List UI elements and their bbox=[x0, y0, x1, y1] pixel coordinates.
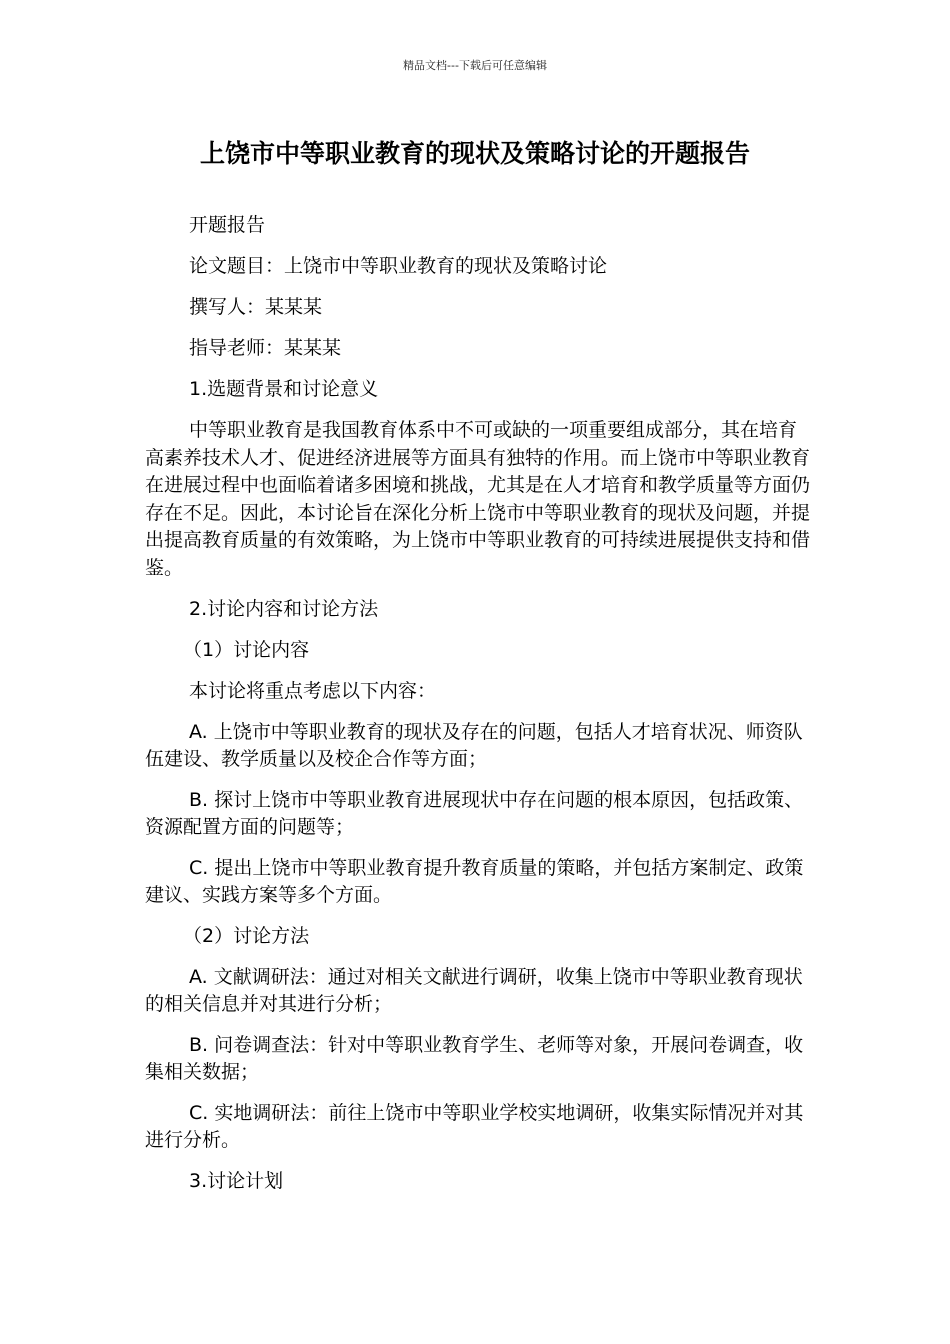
advisor-line: 指导老师：某某某 bbox=[189, 337, 342, 359]
thesis-title: 论文题目：上饶市中等职业教育的现状及策略讨论 bbox=[189, 255, 608, 277]
page-header: 精品文档---下载后可任意编辑 bbox=[403, 59, 547, 72]
author-line: 撰写人：某某某 bbox=[189, 296, 323, 318]
content-item-a: A. 上饶市中等职业教育的现状及存在的问题，包括人才培育状况、师资队伍建设、教学质量以及校企合作等方面； bbox=[145, 721, 803, 770]
method-subheading: （2）讨论方法 bbox=[183, 925, 310, 947]
content-item-b: B. 探讨上饶市中等职业教育进展现状中存在问题的根本原因，包括政策、资源配置方面的问题等； bbox=[145, 789, 804, 838]
section-3-heading: 3.讨论计划 bbox=[189, 1170, 284, 1192]
method-item-c: C. 实地调研法：前往上饶市中等职业学校实地调研，收集实际情况并对其进行分析。 bbox=[145, 1102, 804, 1151]
content-item-c: C. 提出上饶市中等职业教育提升教育质量的策略，并包括方案制定、政策建议、实践方案等多个方面。 bbox=[145, 857, 804, 906]
document-body bbox=[145, 212, 810, 1209]
section-1-heading: 1.选题背景和讨论意义 bbox=[189, 378, 379, 400]
section-2-heading: 2.讨论内容和讨论方法 bbox=[189, 598, 379, 620]
method-item-b: B. 问卷调查法：针对中等职业教育学生、老师等对象，开展问卷调查，收集相关数据； bbox=[145, 1034, 804, 1083]
section-1-paragraph: 中等职业教育是我国教育体系中不可或缺的一项重要组成部分，其在培育高素养技术人才、促进经济进展等方面具有独特的作用。而上饶市中等职业教育在进展过程中也面临着诸多困境和挑战，尤其是在人才培育和教学质量等方面仍存在不足。因此，本讨论旨在深化分析上饶市中等职业教育的现状及问题，并提出提高教育质量的有效策略，为上饶市中等职业教育的可持续进展提供支持和借鉴。 bbox=[145, 419, 811, 579]
method-item-a: A. 文献调研法：通过对相关文献进行调研，收集上饶市中等职业教育现状的相关信息并对其进行分析； bbox=[145, 966, 803, 1015]
document-title: 上饶市中等职业教育的现状及策略讨论的开题报告 bbox=[199, 139, 750, 168]
content-intro: 本讨论将重点考虑以下内容： bbox=[189, 680, 437, 702]
content-subheading: （1）讨论内容 bbox=[183, 639, 310, 661]
report-label: 开题报告 bbox=[189, 214, 266, 236]
